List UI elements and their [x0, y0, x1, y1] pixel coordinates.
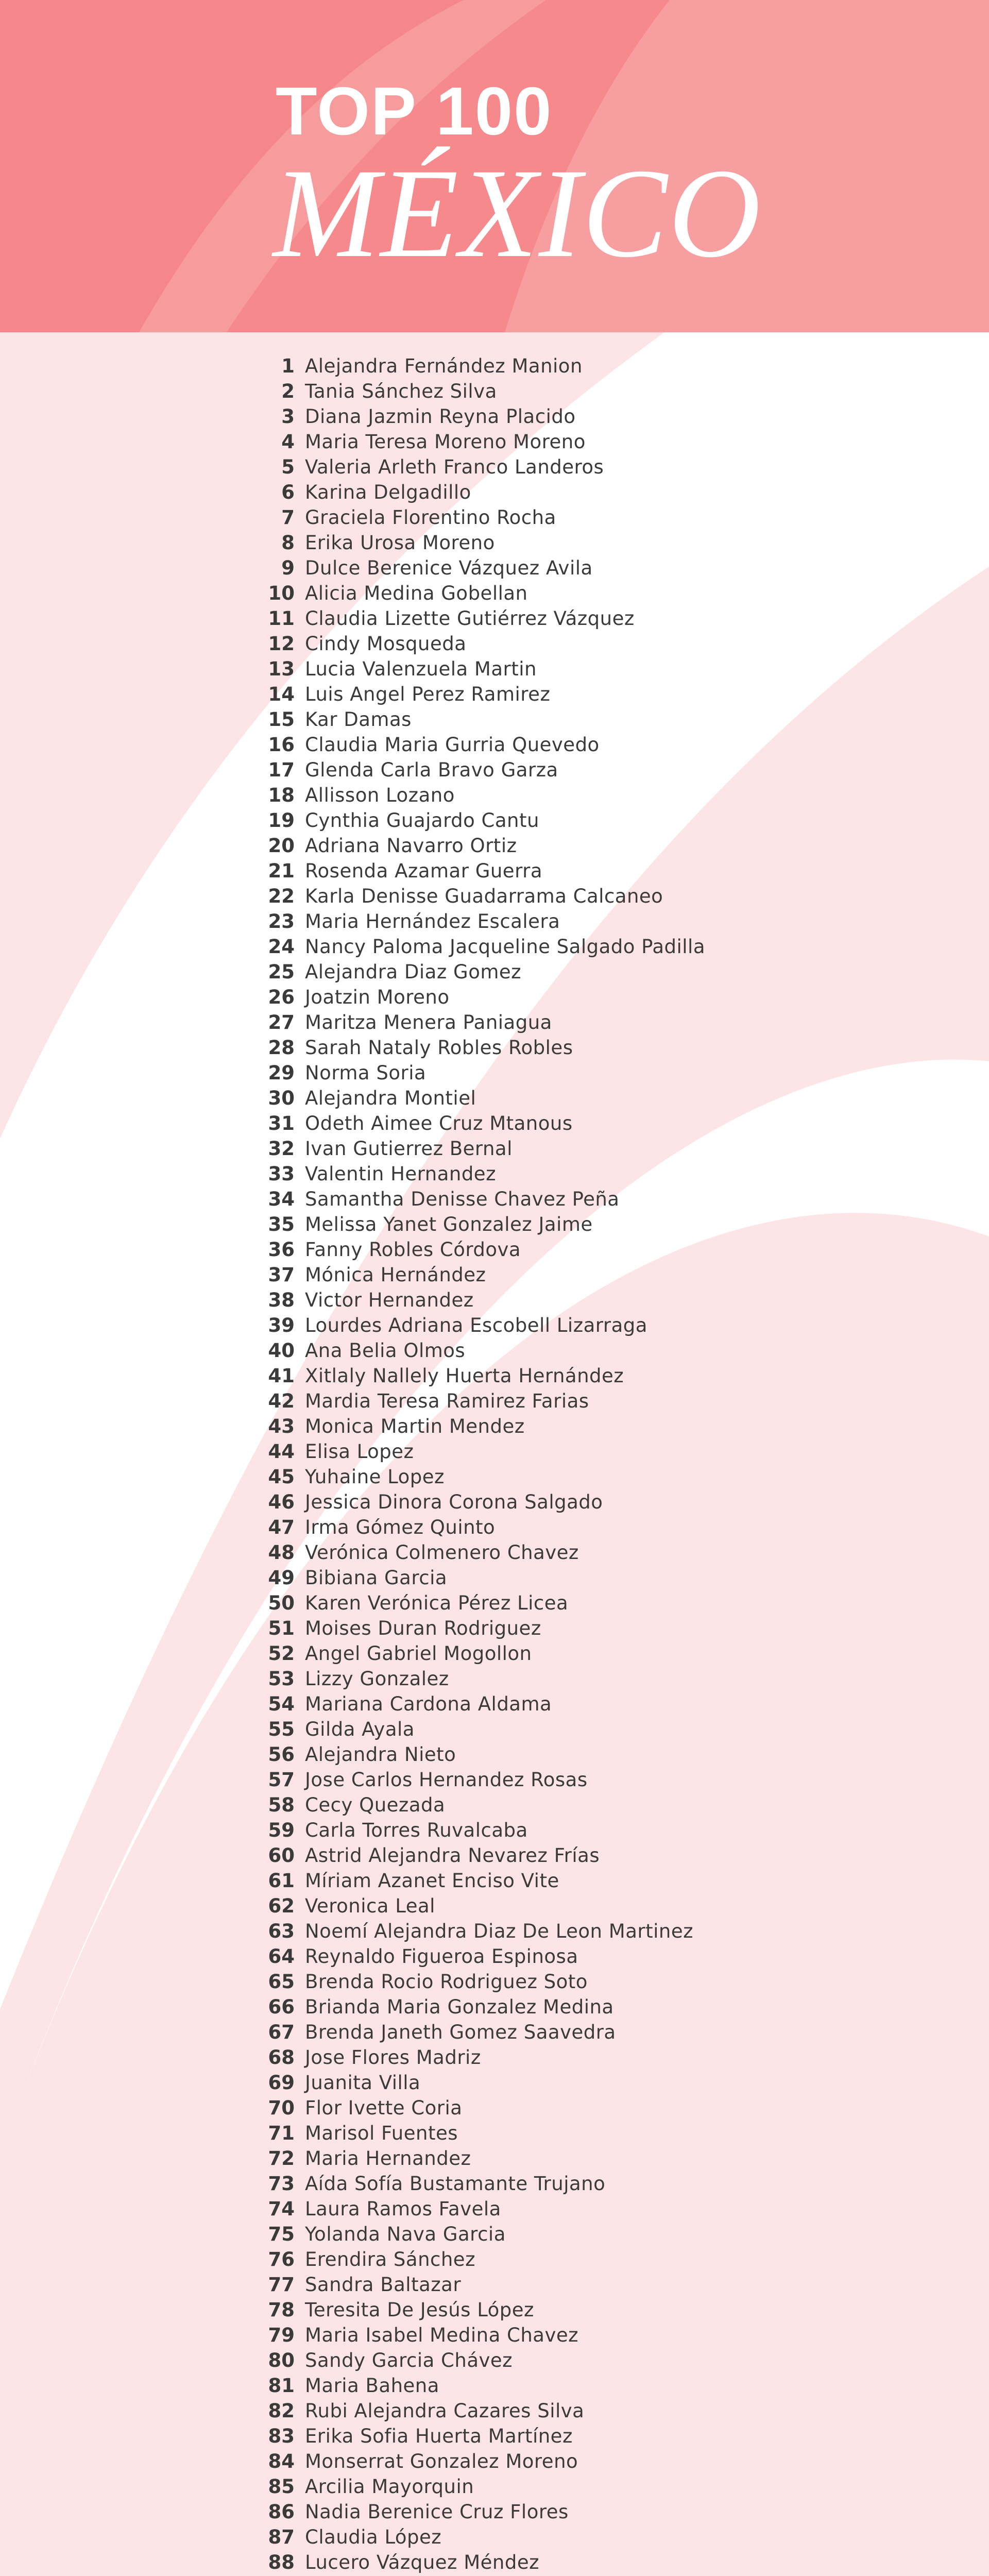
rank-name: Valeria Arleth Franco Landeros: [305, 456, 604, 478]
rank-number: 5: [281, 456, 295, 478]
list-item: [206, 1439, 824, 1464]
list-item: [206, 1464, 824, 1489]
rank-name: Mariana Cardona Aldama: [305, 1693, 552, 1715]
list-item: [206, 2121, 824, 2146]
list-item: [206, 2272, 824, 2297]
rank-name: Claudia Maria Gurria Quevedo: [305, 734, 600, 756]
list-item: [206, 2020, 824, 2045]
list-item: [206, 480, 824, 505]
rank-name: Karen Verónica Pérez Licea: [305, 1592, 569, 1614]
rank-number: 77: [268, 2274, 295, 2296]
rank-number: 79: [268, 2324, 295, 2346]
rank-number: 7: [281, 506, 295, 529]
rank-name: Jose Flores Madriz: [305, 2046, 481, 2069]
rank-name: Mónica Hernández: [305, 1264, 486, 1286]
rank-name: Valentin Hernandez: [305, 1163, 496, 1185]
list-item: [206, 1136, 824, 1161]
rank-number: 16: [268, 734, 295, 756]
list-item: [206, 1590, 824, 1616]
rank-number: 42: [268, 1390, 295, 1412]
rank-name: Brenda Janeth Gomez Saavedra: [305, 2021, 616, 2043]
rank-number: 11: [268, 607, 295, 630]
list-item: [206, 581, 824, 606]
rank-number: 50: [268, 1592, 295, 1614]
rank-name: Maritza Menera Paniagua: [305, 1011, 552, 1033]
rank-name: Lourdes Adriana Escobell Lizarraga: [305, 1314, 647, 1336]
list-item: [206, 2474, 824, 2499]
list-item: [206, 1818, 824, 1843]
rank-number: 76: [268, 2248, 295, 2270]
list-item: [206, 1515, 824, 1540]
rank-name: Lucia Valenzuela Martin: [305, 658, 537, 680]
rank-name: Ivan Gutierrez Bernal: [305, 1138, 513, 1160]
list-item: [206, 2348, 824, 2373]
rank-number: 57: [268, 1769, 295, 1791]
rank-number: 84: [268, 2450, 295, 2472]
rank-number: 74: [268, 2198, 295, 2220]
rank-number: 72: [268, 2147, 295, 2170]
list-item: [206, 1843, 824, 1868]
list-item: [206, 2373, 824, 2398]
rank-number: 6: [281, 481, 295, 503]
rank-name: Nadia Berenice Cruz Flores: [305, 2501, 569, 2523]
list-item: [206, 631, 824, 656]
list-item: [206, 2045, 824, 2070]
rank-name: Xitlaly Nallely Huerta Hernández: [305, 1365, 624, 1387]
list-item: [206, 2222, 824, 2247]
rank-number: 31: [268, 1112, 295, 1134]
list-item: [206, 985, 824, 1010]
rank-number: 44: [268, 1440, 295, 1463]
list-item: [206, 1691, 824, 1717]
page-title: TOP 100: [276, 73, 553, 149]
rank-number: 52: [268, 1642, 295, 1665]
rank-name: Claudia Lizette Gutiérrez Vázquez: [305, 607, 635, 630]
list-item: [206, 555, 824, 581]
rank-number: 68: [268, 2046, 295, 2069]
rank-name: Cynthia Guajardo Cantu: [305, 809, 539, 832]
rank-name: Moises Duran Rodriguez: [305, 1617, 541, 1639]
list-item: [206, 1035, 824, 1060]
rank-number: 83: [268, 2425, 295, 2447]
rank-name: Sandy Garcia Chávez: [305, 2349, 513, 2371]
list-item: [206, 1262, 824, 1287]
list-item: [206, 858, 824, 884]
list-item: [206, 1010, 824, 1035]
rank-number: 10: [268, 582, 295, 604]
rank-number: 88: [268, 2551, 295, 2573]
list-item: [206, 530, 824, 555]
rank-name: Karla Denisse Guadarrama Calcaneo: [305, 885, 663, 907]
rank-number: 37: [268, 1264, 295, 1286]
rank-number: 48: [268, 1541, 295, 1564]
rank-name: Marisol Fuentes: [305, 2122, 458, 2144]
rank-number: 15: [268, 708, 295, 731]
rank-name: Aída Sofía Bustamante Trujano: [305, 2173, 606, 2195]
list-item: [206, 2171, 824, 2196]
rank-number: 49: [268, 1567, 295, 1589]
list-item: [206, 1187, 824, 1212]
list-item: [206, 1919, 824, 1944]
rank-number: 65: [268, 1971, 295, 1993]
rank-number: 41: [268, 1365, 295, 1387]
rank-number: 60: [268, 1844, 295, 1867]
rank-name: Bibiana Garcia: [305, 1567, 448, 1589]
list-item: [206, 379, 824, 404]
rank-number: 21: [268, 860, 295, 882]
rank-number: 67: [268, 2021, 295, 2043]
rank-name: Lizzy Gonzalez: [305, 1668, 449, 1690]
list-item: [206, 454, 824, 480]
list-item: [206, 1893, 824, 1919]
rank-name: Alejandra Montiel: [305, 1087, 476, 1109]
rank-number: 18: [268, 784, 295, 806]
rank-number: 55: [268, 1718, 295, 1740]
list-item: [206, 2247, 824, 2272]
rank-name: Sandra Baltazar: [305, 2274, 462, 2296]
rank-name: Rubi Alejandra Cazares Silva: [305, 2400, 585, 2422]
rank-name: Jessica Dinora Corona Salgado: [305, 1491, 603, 1513]
rank-name: Kar Damas: [305, 708, 412, 731]
list-item: [206, 2095, 824, 2121]
rank-number: 85: [268, 2476, 295, 2498]
list-item: [206, 757, 824, 783]
list-item: [206, 1792, 824, 1818]
rank-name: Maria Isabel Medina Chavez: [305, 2324, 579, 2346]
rank-name: Tania Sánchez Silva: [305, 380, 497, 402]
page-subtitle: MÉXICO: [273, 142, 762, 284]
rank-name: Karina Delgadillo: [305, 481, 471, 503]
rank-name: Monserrat Gonzalez Moreno: [305, 2450, 578, 2472]
list-item: [206, 1338, 824, 1363]
rank-name: Lucero Vázquez Méndez: [305, 2551, 540, 2573]
rank-number: 64: [268, 1945, 295, 1968]
rank-number: 13: [268, 658, 295, 680]
rank-number: 22: [268, 885, 295, 907]
list-item: [206, 606, 824, 631]
rank-number: 63: [268, 1920, 295, 1942]
rank-number: 4: [281, 431, 295, 453]
rank-name: Reynaldo Figueroa Espinosa: [305, 1945, 578, 1968]
list-item: [206, 1767, 824, 1792]
rank-number: 27: [268, 1011, 295, 1033]
rank-name: Brianda Maria Gonzalez Medina: [305, 1996, 614, 2018]
rank-number: 81: [268, 2375, 295, 2397]
rank-number: 66: [268, 1996, 295, 2018]
rank-number: 69: [268, 2072, 295, 2094]
rank-number: 78: [268, 2299, 295, 2321]
rank-name: Flor Ivette Coria: [305, 2097, 463, 2119]
rank-number: 29: [268, 1062, 295, 1084]
list-item: [206, 1565, 824, 1590]
rank-name: Carla Torres Ruvalcaba: [305, 1819, 528, 1841]
rank-name: Mardia Teresa Ramirez Farias: [305, 1390, 589, 1412]
rank-number: 20: [268, 835, 295, 857]
list-item: [206, 1086, 824, 1111]
rank-name: Diana Jazmin Reyna Placido: [305, 405, 576, 428]
rank-name: Melissa Yanet Gonzalez Jaime: [305, 1213, 593, 1235]
rank-name: Nancy Paloma Jacqueline Salgado Padilla: [305, 936, 705, 958]
rank-name: Monica Martin Mendez: [305, 1415, 525, 1437]
rank-name: Allisson Lozano: [305, 784, 455, 806]
rank-name: Juanita Villa: [305, 2072, 421, 2094]
list-item: [206, 1414, 824, 1439]
rank-name: Luis Angel Perez Ramirez: [305, 683, 551, 705]
list-item: [206, 1237, 824, 1262]
rank-number: 70: [268, 2097, 295, 2119]
rank-name: Glenda Carla Bravo Garza: [305, 759, 558, 781]
rank-name: Cindy Mosqueda: [305, 633, 467, 655]
rank-name: Elisa Lopez: [305, 1440, 414, 1463]
rank-name: Maria Hernandez: [305, 2147, 471, 2170]
rank-number: 36: [268, 1239, 295, 1261]
list-item: [206, 2550, 824, 2575]
rank-name: Fanny Robles Córdova: [305, 1239, 521, 1261]
list-item: [206, 884, 824, 909]
list-item: [206, 505, 824, 530]
list-item: [206, 1060, 824, 1086]
rank-name: Ana Belia Olmos: [305, 1340, 466, 1362]
rank-name: Verónica Colmenero Chavez: [305, 1541, 579, 1564]
rank-number: 80: [268, 2349, 295, 2371]
rank-number: 86: [268, 2501, 295, 2523]
rank-number: 46: [268, 1491, 295, 1513]
rank-name: Alejandra Nieto: [305, 1743, 456, 1766]
rank-number: 3: [281, 405, 295, 428]
rank-name: Angel Gabriel Mogollon: [305, 1642, 532, 1665]
rank-name: Erendira Sánchez: [305, 2248, 475, 2270]
list-item: [206, 2449, 824, 2474]
list-item: [206, 429, 824, 454]
rank-number: 35: [268, 1213, 295, 1235]
rank-name: Yuhaine Lopez: [305, 1466, 445, 1488]
rank-number: 39: [268, 1314, 295, 1336]
rank-number: 51: [268, 1617, 295, 1639]
list-item: [206, 353, 824, 379]
rank-name: Teresita De Jesús López: [305, 2299, 534, 2321]
list-item: [206, 732, 824, 757]
list-item: [206, 1969, 824, 1994]
rank-name: Graciela Florentino Rocha: [305, 506, 556, 529]
list-item: [206, 1111, 824, 1136]
rank-number: 23: [268, 910, 295, 933]
list-item: [206, 1313, 824, 1338]
rank-number: 34: [268, 1188, 295, 1210]
rank-number: 17: [268, 759, 295, 781]
list-item: [206, 2297, 824, 2323]
list-item: [206, 1666, 824, 1691]
rank-name: Rosenda Azamar Guerra: [305, 860, 543, 882]
rank-name: Maria Bahena: [305, 2375, 439, 2397]
rank-name: Adriana Navarro Ortiz: [305, 835, 517, 857]
rank-number: 25: [268, 961, 295, 983]
list-item: [206, 909, 824, 934]
rank-name: Maria Hernández Escalera: [305, 910, 560, 933]
rank-name: Joatzin Moreno: [305, 986, 450, 1008]
rank-number: 12: [268, 633, 295, 655]
list-item: [206, 1994, 824, 2020]
list-item: [206, 2196, 824, 2222]
list-item: [206, 2398, 824, 2424]
list-item: [206, 2323, 824, 2348]
rank-name: Samantha Denisse Chavez Peña: [305, 1188, 620, 1210]
rank-number: 9: [281, 557, 295, 579]
list-item: [206, 1212, 824, 1237]
rank-name: Odeth Aimee Cruz Mtanous: [305, 1112, 573, 1134]
rank-name: Astrid Alejandra Nevarez Frías: [305, 1844, 600, 1867]
list-item: [206, 1641, 824, 1666]
rank-number: 61: [268, 1870, 295, 1892]
rank-number: 59: [268, 1819, 295, 1841]
list-item: [206, 656, 824, 682]
list-item: [206, 1742, 824, 1767]
rank-name: Gilda Ayala: [305, 1718, 415, 1740]
rank-number: 32: [268, 1138, 295, 1160]
rank-number: 38: [268, 1289, 295, 1311]
rank-number: 54: [268, 1693, 295, 1715]
rank-name: Veronica Leal: [305, 1895, 435, 1917]
rank-name: Maria Teresa Moreno Moreno: [305, 431, 586, 453]
rank-name: Laura Ramos Favela: [305, 2198, 501, 2220]
rank-number: 58: [268, 1794, 295, 1816]
rank-name: Míriam Azanet Enciso Vite: [305, 1870, 559, 1892]
list-item: [206, 1287, 824, 1313]
list-item: [206, 404, 824, 429]
rank-name: Jose Carlos Hernandez Rosas: [305, 1769, 588, 1791]
rank-name: Dulce Berenice Vázquez Avila: [305, 557, 593, 579]
rank-number: 30: [268, 1087, 295, 1109]
rank-number: 33: [268, 1163, 295, 1185]
list-item: [206, 2499, 824, 2524]
rank-number: 24: [268, 936, 295, 958]
list-item: [206, 1363, 824, 1388]
list-item: [206, 1944, 824, 1969]
rank-number: 56: [268, 1743, 295, 1766]
rank-number: 62: [268, 1895, 295, 1917]
rank-name: Erika Sofia Huerta Martínez: [305, 2425, 573, 2447]
rank-name: Yolanda Nava Garcia: [305, 2223, 506, 2245]
rank-name: Erika Urosa Moreno: [305, 532, 495, 554]
list-item: [206, 1717, 824, 1742]
list-item: [206, 808, 824, 833]
rank-number: 87: [268, 2526, 295, 2548]
rank-name: Norma Soria: [305, 1062, 427, 1084]
rank-name: Noemí Alejandra Diaz De Leon Martinez: [305, 1920, 694, 1942]
rank-name: Alejandra Fernández Manion: [305, 355, 583, 377]
rank-number: 14: [268, 683, 295, 705]
list-item: [206, 682, 824, 707]
rank-number: 28: [268, 1037, 295, 1059]
rank-number: 40: [268, 1340, 295, 1362]
list-item: [206, 783, 824, 808]
rank-number: 43: [268, 1415, 295, 1437]
rank-name: Alicia Medina Gobellan: [305, 582, 528, 604]
rank-name: Alejandra Diaz Gomez: [305, 961, 522, 983]
rank-number: 1: [281, 355, 295, 377]
list-item: [206, 2146, 824, 2171]
list-item: [206, 1489, 824, 1515]
rank-number: 19: [268, 809, 295, 832]
rank-number: 8: [281, 532, 295, 554]
rank-number: 53: [268, 1668, 295, 1690]
rank-name: Cecy Quezada: [305, 1794, 446, 1816]
rank-number: 47: [268, 1516, 295, 1538]
list-item: [206, 1161, 824, 1187]
list-item: [206, 1868, 824, 1893]
list-item: [206, 707, 824, 732]
rank-number: 75: [268, 2223, 295, 2245]
rank-number: 82: [268, 2400, 295, 2422]
rank-name: Sarah Nataly Robles Robles: [305, 1037, 573, 1059]
rank-number: 45: [268, 1466, 295, 1488]
rank-number: 26: [268, 986, 295, 1008]
list-item: [206, 2524, 824, 2550]
rank-name: Claudia López: [305, 2526, 442, 2548]
list-item: [206, 1540, 824, 1565]
rank-number: 2: [281, 380, 295, 402]
rank-name: Irma Gómez Quinto: [305, 1516, 496, 1538]
ranking-list: [206, 353, 824, 2576]
list-item: [206, 934, 824, 959]
rank-name: Victor Hernandez: [305, 1289, 474, 1311]
list-item: [206, 959, 824, 985]
list-item: [206, 833, 824, 858]
list-item: [206, 2424, 824, 2449]
rank-number: 73: [268, 2173, 295, 2195]
rank-name: Arcilia Mayorquin: [305, 2476, 474, 2498]
list-item: [206, 2070, 824, 2095]
list-item: [206, 1616, 824, 1641]
list-item: [206, 1388, 824, 1414]
rank-name: Brenda Rocio Rodriguez Soto: [305, 1971, 588, 1993]
rank-number: 71: [268, 2122, 295, 2144]
